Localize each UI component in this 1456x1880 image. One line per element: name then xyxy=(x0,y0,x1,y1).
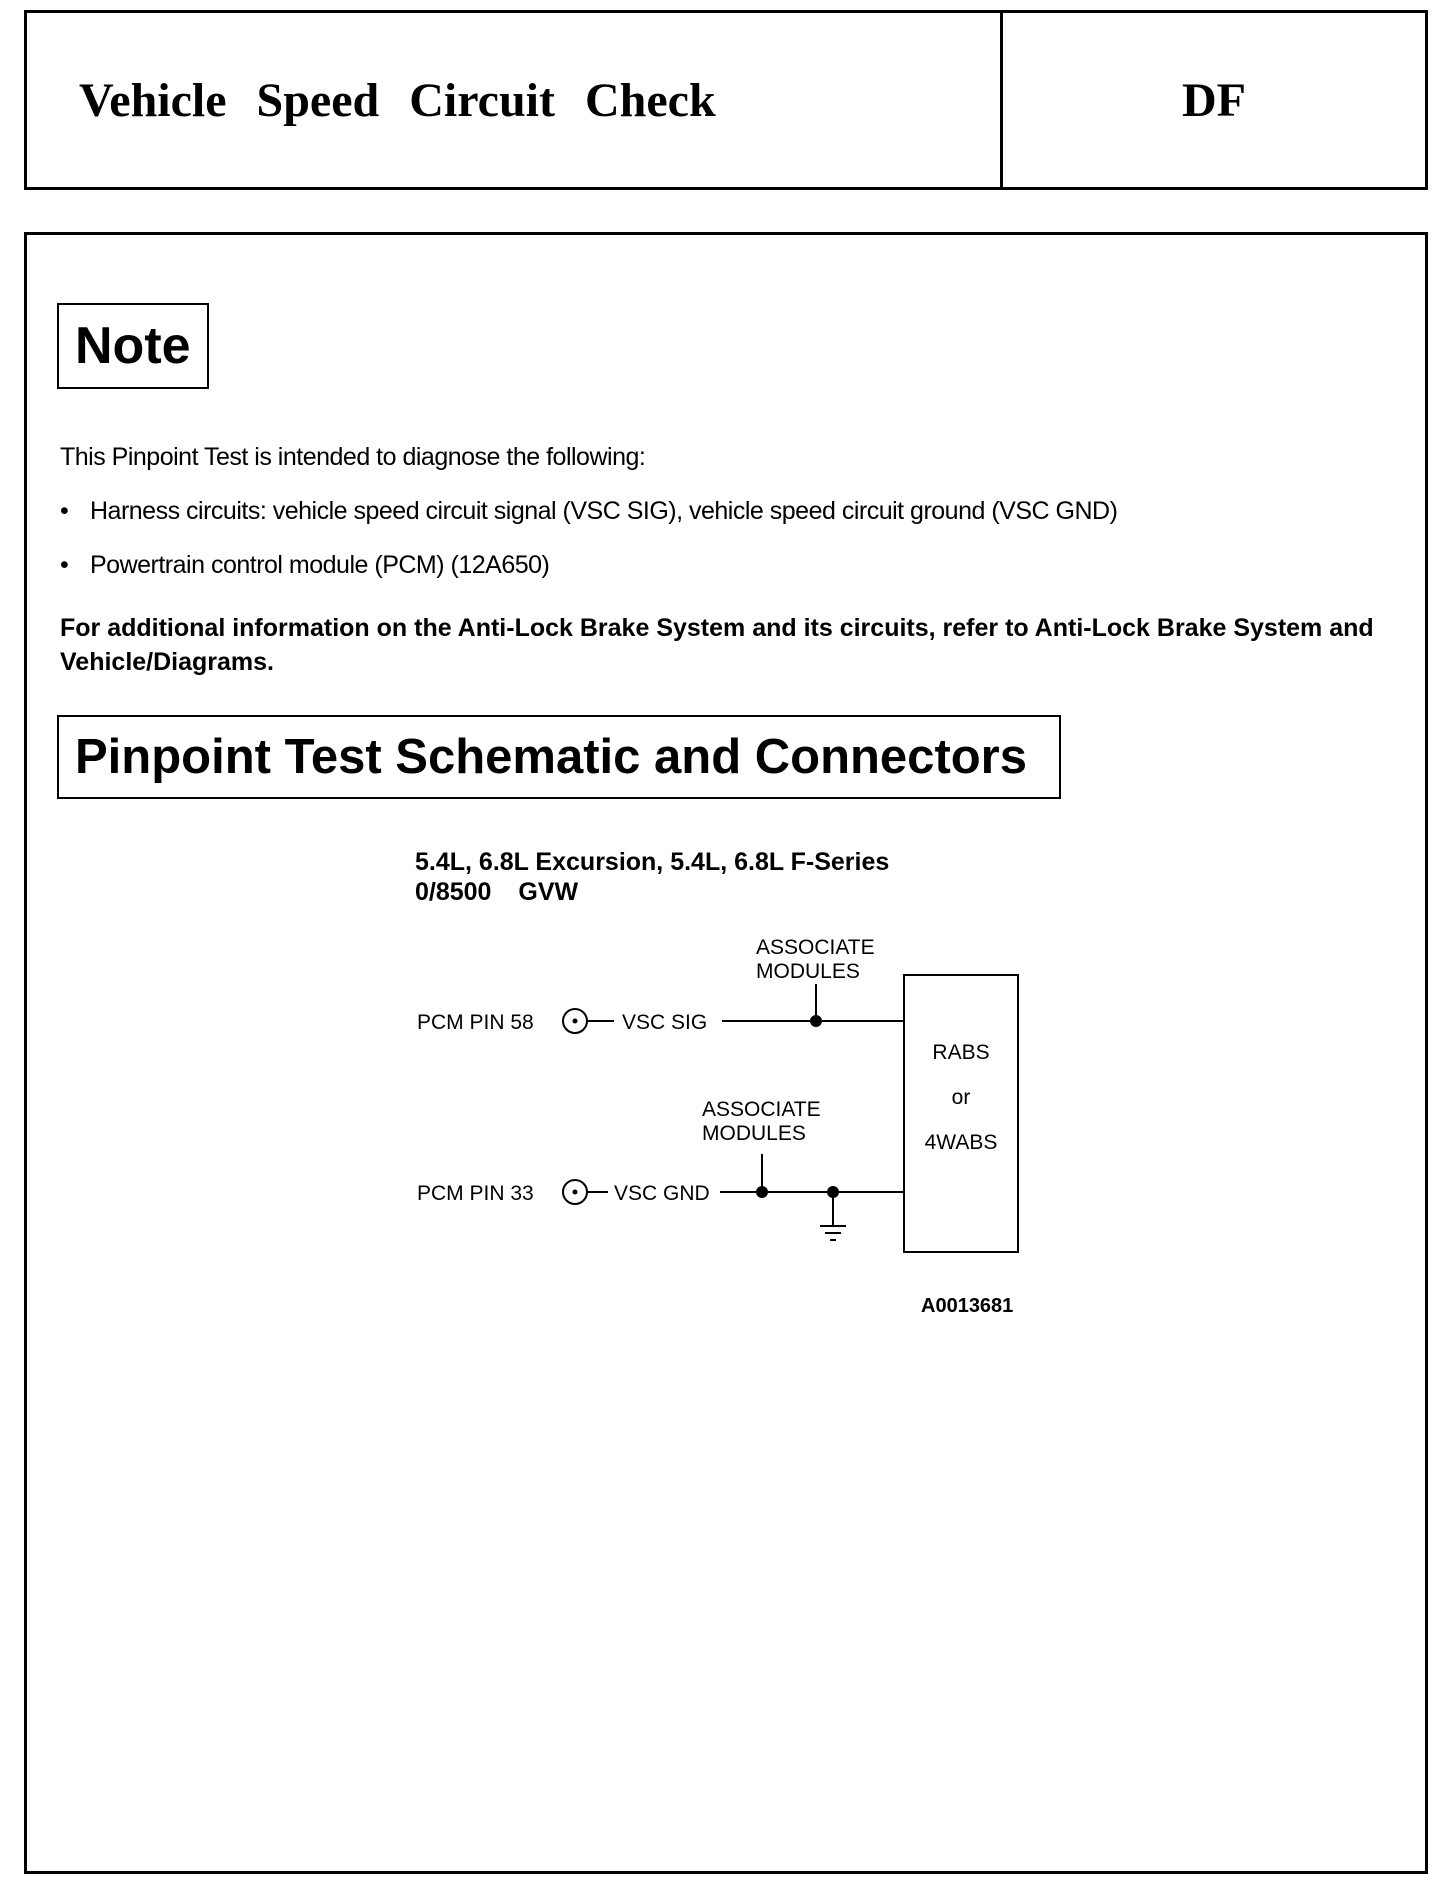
assoc-modules-gnd-line1: ASSOCIATE xyxy=(702,1098,821,1121)
bullet-text: Powertrain control module (PCM) (12A650) xyxy=(90,551,550,579)
bullet-dot: • xyxy=(60,497,69,525)
diagram-title-line2: 0/8500 GVW xyxy=(415,878,579,906)
figure-code: A0013681 xyxy=(921,1295,1014,1317)
module-rabs-label: RABS xyxy=(932,1041,990,1064)
module-or-label: or xyxy=(951,1086,971,1109)
bullet-text: Harness circuits: vehicle speed circuit signal (VSC SIG), vehicle speed circuit ground (VSC GND) xyxy=(90,497,1118,525)
page-title: Vehicle Speed Circuit Check xyxy=(27,13,1003,187)
section-code: DF xyxy=(1182,73,1246,127)
splice-sig xyxy=(810,1015,822,1027)
pin33-connector-dot xyxy=(573,1190,578,1195)
pin33-label: PCM PIN 33 xyxy=(417,1182,534,1205)
note-intro: This Pinpoint Test is intended to diagnose the following: xyxy=(60,443,646,471)
diagram-title-line1: 5.4L, 6.8L Excursion, 5.4L, 6.8L F-Series xyxy=(415,848,890,876)
splice-gnd-assoc xyxy=(756,1186,768,1198)
bullet-dot: • xyxy=(60,551,69,579)
splice-gnd xyxy=(827,1186,839,1198)
vsc-gnd-label: VSC GND xyxy=(614,1182,710,1205)
assoc-modules-gnd-line2: MODULES xyxy=(702,1122,806,1145)
note-heading: Note xyxy=(57,303,209,389)
pin58-connector-dot xyxy=(573,1019,578,1024)
module-4wabs-label: 4WABS xyxy=(924,1131,998,1154)
additional-info: For additional information on the Anti-Lock Brake System and its circuits, refer to Anti-Lock Brake System and Vehicle/Diagrams. xyxy=(60,614,1374,676)
vsc-sig-label: VSC SIG xyxy=(622,1011,708,1034)
assoc-modules-sig-line2: MODULES xyxy=(756,960,860,983)
assoc-modules-sig-line1: ASSOCIATE xyxy=(756,936,875,959)
pin58-label: PCM PIN 58 xyxy=(417,1011,534,1034)
schematic-heading: Pinpoint Test Schematic and Connectors xyxy=(57,715,1061,799)
rabs-module-box xyxy=(904,975,1018,1252)
